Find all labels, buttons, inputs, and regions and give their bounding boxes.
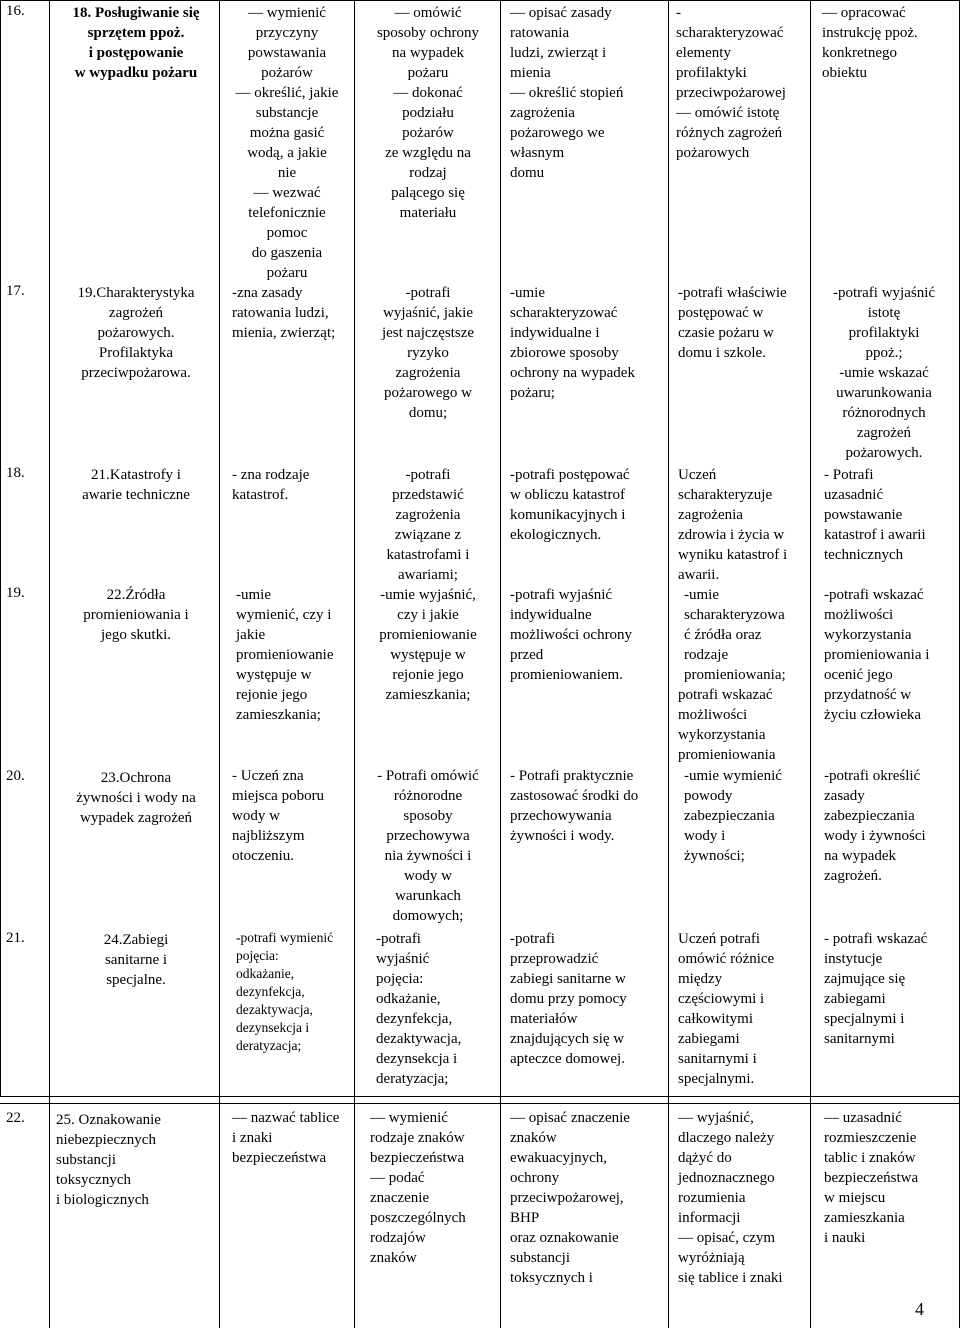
topic-line: 18. Posługiwanie się <box>72 5 200 21</box>
topic-line: specjalne. <box>106 972 166 988</box>
topic-line: sanitarne i <box>104 952 168 968</box>
topic-cell <box>56 1110 216 1210</box>
requirement-cell: Uczeń potrafi omówić różnice między częściowymi i całkowitymi zabiegami sanitarnymi i specjalnymi. <box>678 931 775 1087</box>
requirement-cell: -zna zasady ratowania ludzi, mienia, zwierząt; <box>232 285 336 341</box>
row-number: 21. <box>6 930 25 946</box>
requirement-cell: -potrafi przeprowadzić zabiegi sanitarne w domu przy pomocy materiałów znajdujących się w apteczce domowej. <box>510 931 627 1067</box>
requirement-cell: -potrafi wskazać możliwości wykorzystania promieniowania i ocenić jego przydatność w życiu człowieka <box>824 587 930 723</box>
requirement-cell: -potrafi przedstawić zagrożenia związane z katastrofami i awariami; <box>386 467 470 583</box>
topic-line: niebezpiecznych <box>56 1132 156 1148</box>
row-number: 20. <box>6 768 25 784</box>
topic-cell <box>56 930 216 990</box>
topic-line: jego skutki. <box>101 627 171 643</box>
topic-line: sprzętem ppoż. <box>87 25 185 41</box>
topic-line: substancji <box>56 1152 116 1168</box>
row-number: 17. <box>6 283 25 299</box>
requirement-cell: -potrafi określić zasady zabezpieczania wody i żywności na wypadek zagrożeń. <box>824 768 926 884</box>
topic-line: 19.Charakterystyka <box>77 285 195 301</box>
requirement-cell: - Uczeń zna miejsca poboru wody w najbliższym otoczeniu. <box>232 768 325 864</box>
topic-line: awarie techniczne <box>82 487 190 503</box>
requirement-cell: -potrafi postępować w obliczu katastrof komunikacyjnych i ekologicznych. <box>510 467 630 543</box>
requirement-cell: — opisać znaczenie znaków ewakuacyjnych, ochrony przeciwpożarowej, BHP oraz oznakowanie substancji toksycznych i <box>510 1110 630 1286</box>
topic-line: 23.Ochrona <box>100 770 172 786</box>
topic-line: 22.Źródła <box>106 587 166 603</box>
topic-line: Profilaktyka <box>98 345 174 361</box>
requirement-cell: — wymienić przyczyny powstawania pożarów — określić, jakie substancje można gasić wodą, a jakie nie — wezwać telefonicznie pomoc do gaszenia pożaru <box>235 5 339 281</box>
requirement-cell: - zna rodzaje katastrof. <box>232 467 310 503</box>
topic-line: 24.Zabiegi <box>103 932 169 948</box>
row-number: 16. <box>6 3 25 19</box>
row-number: 22. <box>6 1110 25 1126</box>
requirement-cell: - scharakteryzować elementy profilaktyki przeciwpożarowej — omówić istotę różnych zagrożeń pożarowych <box>676 5 786 161</box>
row-number: 19. <box>6 585 25 601</box>
topic-line: 25. Oznakowanie <box>56 1112 161 1128</box>
requirement-cell: -umie scharakteryzowa ć źródła oraz rodzaje promieniowania; potrafi wskazać możliwości wykorzystania promieniowania <box>678 587 786 763</box>
requirement-cell: -umie wymienić, czy i jakie promieniowanie występuje w rejonie jego zamieszkania; <box>236 587 334 723</box>
requirement-cell: - potrafi wskazać instytucje zajmujące się zabiegami specjalnymi i sanitarnymi <box>824 931 928 1047</box>
requirement-cell: -potrafi wyjaśnić pojęcia: odkażanie, dezynfekcja, dezaktywacja, dezynsekcja i deratyzacja; <box>376 931 462 1087</box>
requirement-cell: - Potrafi uzasadnić powstawanie katastrof i awarii technicznych <box>824 467 926 563</box>
page-number: 4 <box>911 1299 924 1320</box>
requirement-cell: - Potrafi praktycznie zastosować środki do przechowywania żywności i wody. <box>510 768 639 844</box>
requirement-cell: -potrafi wyjaśnić, jakie jest najczęstsze ryzyko zagrożenia pożarowego w domu; <box>381 285 475 421</box>
requirement-cell: -potrafi wyjaśnić indywidualne możliwości ochrony przed promieniowaniem. <box>510 587 633 683</box>
requirement-cell: Uczeń scharakteryzuje zagrożenia zdrowia i życia w wyniku katastrof i awarii. <box>678 467 788 583</box>
requirement-cell: — opisać zasady ratowania ludzi, zwierząt i mienia — określić stopień zagrożenia pożarowego we własnym domu <box>510 5 624 181</box>
requirement-cell: — omówić sposoby ochrony na wypadek pożaru — dokonać podziału pożarów ze względu na rodzaj palącego się materiału <box>376 5 480 221</box>
requirement-cell: — wymienić rodzaje znaków bezpieczeństwa — podać znaczenie poszczególnych rodzajów znaków <box>370 1110 466 1266</box>
topic-line: wypadek zagrożeń <box>79 810 193 826</box>
topic-cell <box>56 465 216 505</box>
requirement-cell: — opracować instrukcję ppoż. konkretnego obiektu <box>822 5 918 81</box>
topic-line: pożarowych. <box>97 325 175 341</box>
topic-line: 21.Katastrofy i <box>91 467 181 483</box>
topic-line: i postępowanie <box>88 45 184 61</box>
topic-line: w wypadku pożaru <box>74 65 198 81</box>
topic-cell <box>56 283 216 383</box>
topic-line: i biologicznych <box>56 1192 149 1208</box>
requirement-cell: - Potrafi omówić różnorodne sposoby przechowywa nia żywności i wody w warunkach domowych; <box>377 768 479 924</box>
topic-line: zagrożeń <box>108 305 164 321</box>
topic-line: przeciwpożarowa. <box>81 365 191 381</box>
requirement-cell: — uzasadnić rozmieszczenie tablic i znaków bezpieczeństwa w miejscu zamieszkania i nauki <box>824 1110 919 1246</box>
requirement-cell: -potrafi wyjaśnić istotę profilaktyki ppoż.; -umie wskazać uwarunkowania różnorodnych zagrożeń pożarowych. <box>832 285 936 461</box>
topic-cell <box>56 3 216 83</box>
topic-line: żywności i wody na <box>76 790 196 806</box>
topic-line: toksycznych <box>56 1172 131 1188</box>
requirement-cell: -potrafi wymienić pojęcia: odkażanie, dezynfekcja, dezaktywacja, dezynsekcja i deratyzacja; <box>236 930 334 1053</box>
requirement-cell: -potrafi właściwie postępować w czasie pożaru w domu i szkole. <box>678 285 787 361</box>
requirement-cell: -umie wymienić powody zabezpieczania wody i żywności; <box>684 768 782 864</box>
requirement-cell: -umie wyjaśnić, czy i jakie promieniowanie występuje w rejonie jego zamieszkania; <box>379 587 477 703</box>
requirement-cell: — wyjaśnić, dlaczego należy dążyć do jednoznacznego rozumienia informacji — opisać, czym wyróżniają się tablice i znaki <box>678 1110 783 1286</box>
topic-line: promieniowania i <box>83 607 189 623</box>
row-number: 18. <box>6 465 25 481</box>
requirement-cell: -umie scharakteryzować indywidualne i zbiorowe sposoby ochrony na wypadek pożaru; <box>510 285 635 401</box>
requirement-cell: — nazwać tablice i znaki bezpieczeństwa <box>232 1110 340 1166</box>
topic-cell <box>56 585 216 645</box>
topic-cell <box>56 768 216 828</box>
